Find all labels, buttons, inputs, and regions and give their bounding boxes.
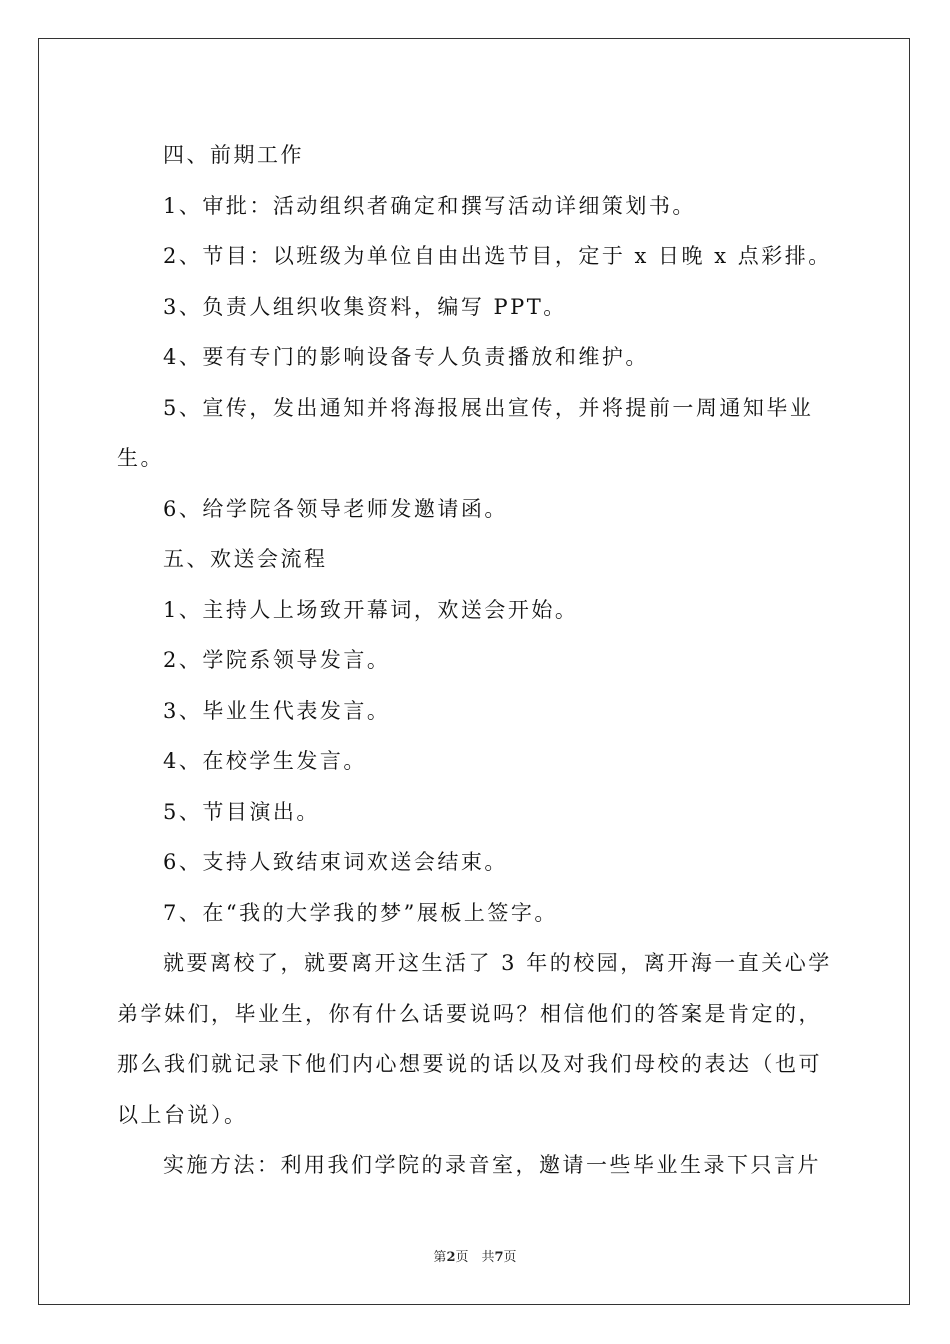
page-footer xyxy=(0,1246,950,1265)
list-item: 5、宣传，发出通知并将海报展出宣传，并将提前一周通知毕业生。 xyxy=(117,395,814,470)
page-mid: 页 共 xyxy=(455,1250,495,1265)
list-item: 1、审批：活动组织者确定和撰写活动详细策划书。 xyxy=(163,193,696,218)
list-item: 6、给学院各领导老师发邀请函。 xyxy=(163,496,508,521)
list-item: 4、在校学生发言。 xyxy=(163,749,367,773)
list-item: 2、节目：以班级为单位自由出选节目，定于 x 日晚 x 点彩排。 xyxy=(163,244,832,268)
page-suffix: 页 xyxy=(503,1250,517,1265)
page-total: 7 xyxy=(494,1250,504,1265)
section-heading: 四、前期工作 xyxy=(163,143,304,167)
list-item: 7、在“我的大学我的梦”展板上签字。 xyxy=(163,900,558,925)
document-body xyxy=(117,130,837,1191)
list-item: 4、要有专门的影响设备专人负责播放和维护。 xyxy=(163,345,649,369)
list-item: 2、学院系领导发言。 xyxy=(163,648,391,672)
list-item: 5、节目演出。 xyxy=(163,799,320,824)
section-heading: 五、欢送会流程 xyxy=(163,547,328,571)
page-prefix: 第 xyxy=(433,1250,447,1265)
list-item: 3、负责人组织收集资料，编写 PPT。 xyxy=(163,294,567,319)
body-paragraph: 就要离校了，就要离开这生活了 3 年的校园，离开海一直关心学弟学妹们，毕业生，你有什么话要说吗？相信他们的答案是肯定的，那么我们就记录下他们内心想要说的话以及对我们母校的表达（也可以上台说）。 xyxy=(117,951,832,1127)
body-paragraph: 实施方法：利用我们学院的录音室，邀请一些毕业生录下只言片 xyxy=(163,1153,821,1177)
list-item: 6、支持人致结束词欢送会结束。 xyxy=(163,850,508,874)
list-item: 3、毕业生代表发言。 xyxy=(163,698,391,723)
list-item: 1、主持人上场致开幕词，欢送会开始。 xyxy=(163,597,579,622)
page-current: 2 xyxy=(446,1250,456,1265)
